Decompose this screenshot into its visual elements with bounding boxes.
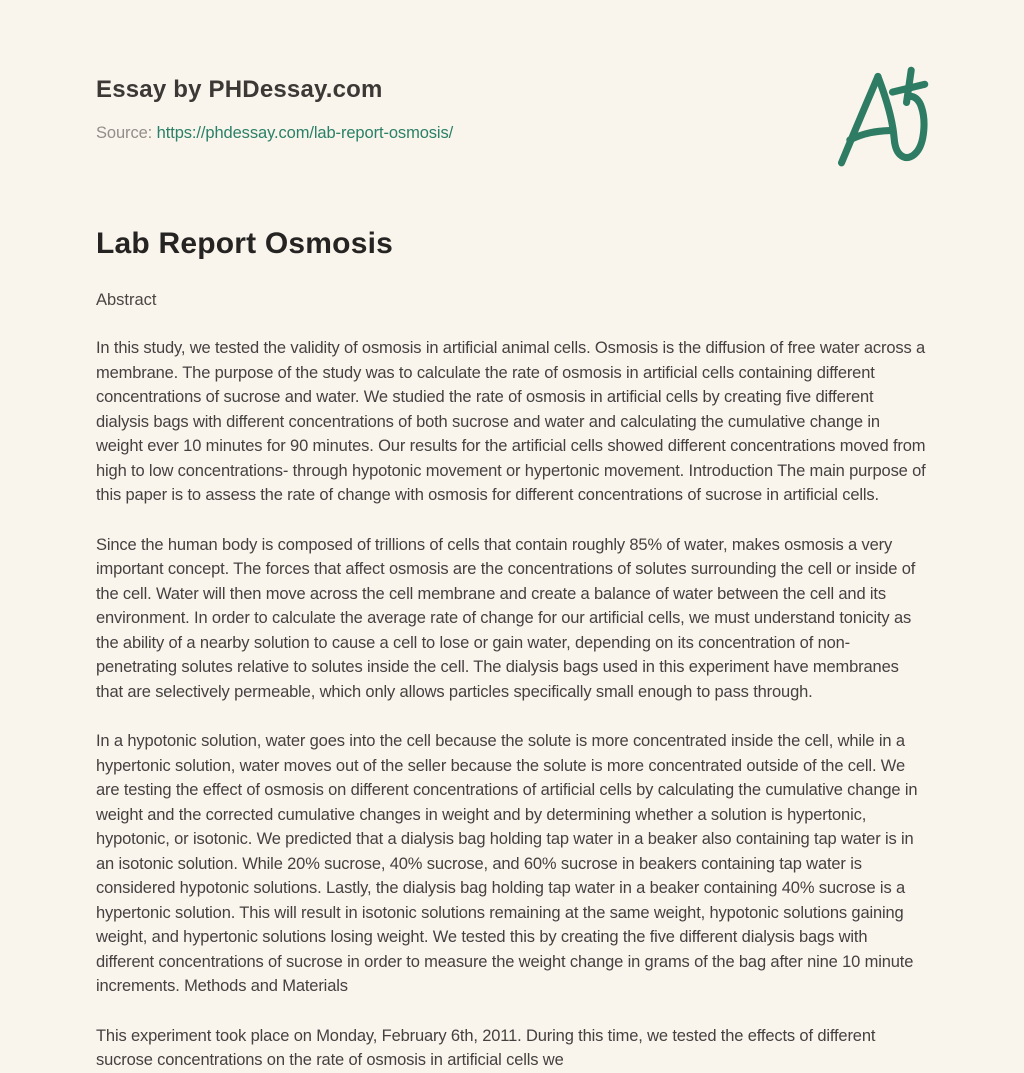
paragraph-3: In a hypotonic solution, water goes into the cell because the solute is more concentrated inside the cell, while in a hypertonic solution, water moves out of the seller because the solute is more concentrated outside of the cell. We are testing the effect of osmosis on different concentrations of artificial cells by calculating the cumulative change in weight and the corrected cumulative changes in weight and by determining whether a solution is hypertonic, hypotonic, or isotonic. We predicted that a dialysis bag holding tap water in a beaker also containing tap water is in an isotonic solution. While 20% sucrose, 40% sucrose, and 60% sucrose in beakers containing tap water is considered hypotonic solutions. Lastly, the dialysis bag holding tap water in a beaker containing 40% sucrose is a hypertonic solution. This will result in isotonic solutions remaining at the same weight, hypotonic solutions gaining weight, and hypertonic solutions losing weight. We tested this by creating the five different dialysis bags with different concentrations of sucrose in order to measure the weight change in grams of the bag after nine 10 minute increments. Methods and Materials (96, 732, 918, 995)
abstract-heading: Abstract (96, 291, 157, 309)
paragraph-4: This experiment took place on Monday, February 6th, 2011. During this time, we tested the effects of different sucrose concentrations on the rate of osmosis in artificial cells we (96, 1026, 876, 1069)
source-line (96, 124, 928, 143)
source-url-link[interactable]: https://phdessay.com/lab-report-osmosis/ (156, 124, 454, 142)
paragraph-2: Since the human body is composed of trillions of cells that contain roughly 85% of water, makes osmosis a very important concept. The forces that affect osmosis are the concentrations of solutes surrounding the cell or inside of the cell. Water will then move across the cell membrane and create a balance of water between the cell and its environment. In order to calculate the average rate of change for our artificial cells, we must understand tonicity as the ability of a nearby solution to cause a cell to lose or gain water, depending on its concentration of non-penetrating solutes relative to solutes inside the cell. The dialysis bags used in this experiment have membranes that are selectively permeable, which only allows particles specifically small enough to pass through. (96, 535, 916, 701)
phdessay-a-plus-logo-icon (828, 64, 932, 168)
source-label: Source: (96, 124, 153, 142)
byline-heading: Essay by PHDessay.com (96, 76, 383, 103)
essay-title: Lab Report Osmosis (96, 227, 393, 260)
essay-body (96, 336, 928, 1073)
paragraph-1: In this study, we tested the validity of osmosis in artificial animal cells. Osmosis is the diffusion of free water across a membrane. The purpose of the study was to calculate the rate of osmosis in artificial cells containing different concentrations of sucrose and water. We studied the rate of osmosis in artificial cells by creating five different dialysis bags with different concentrations of both sucrose and water and calculating the cumulative change in weight ever 10 minutes for 90 minutes. Our results for the artificial cells showed different concentrations moved from high to low concentrations- through hypotonic movement or hypertonic movement. Introduction The main purpose of this paper is to assess the rate of change with osmosis for different concentrations of sucrose in artificial cells. (96, 339, 926, 504)
